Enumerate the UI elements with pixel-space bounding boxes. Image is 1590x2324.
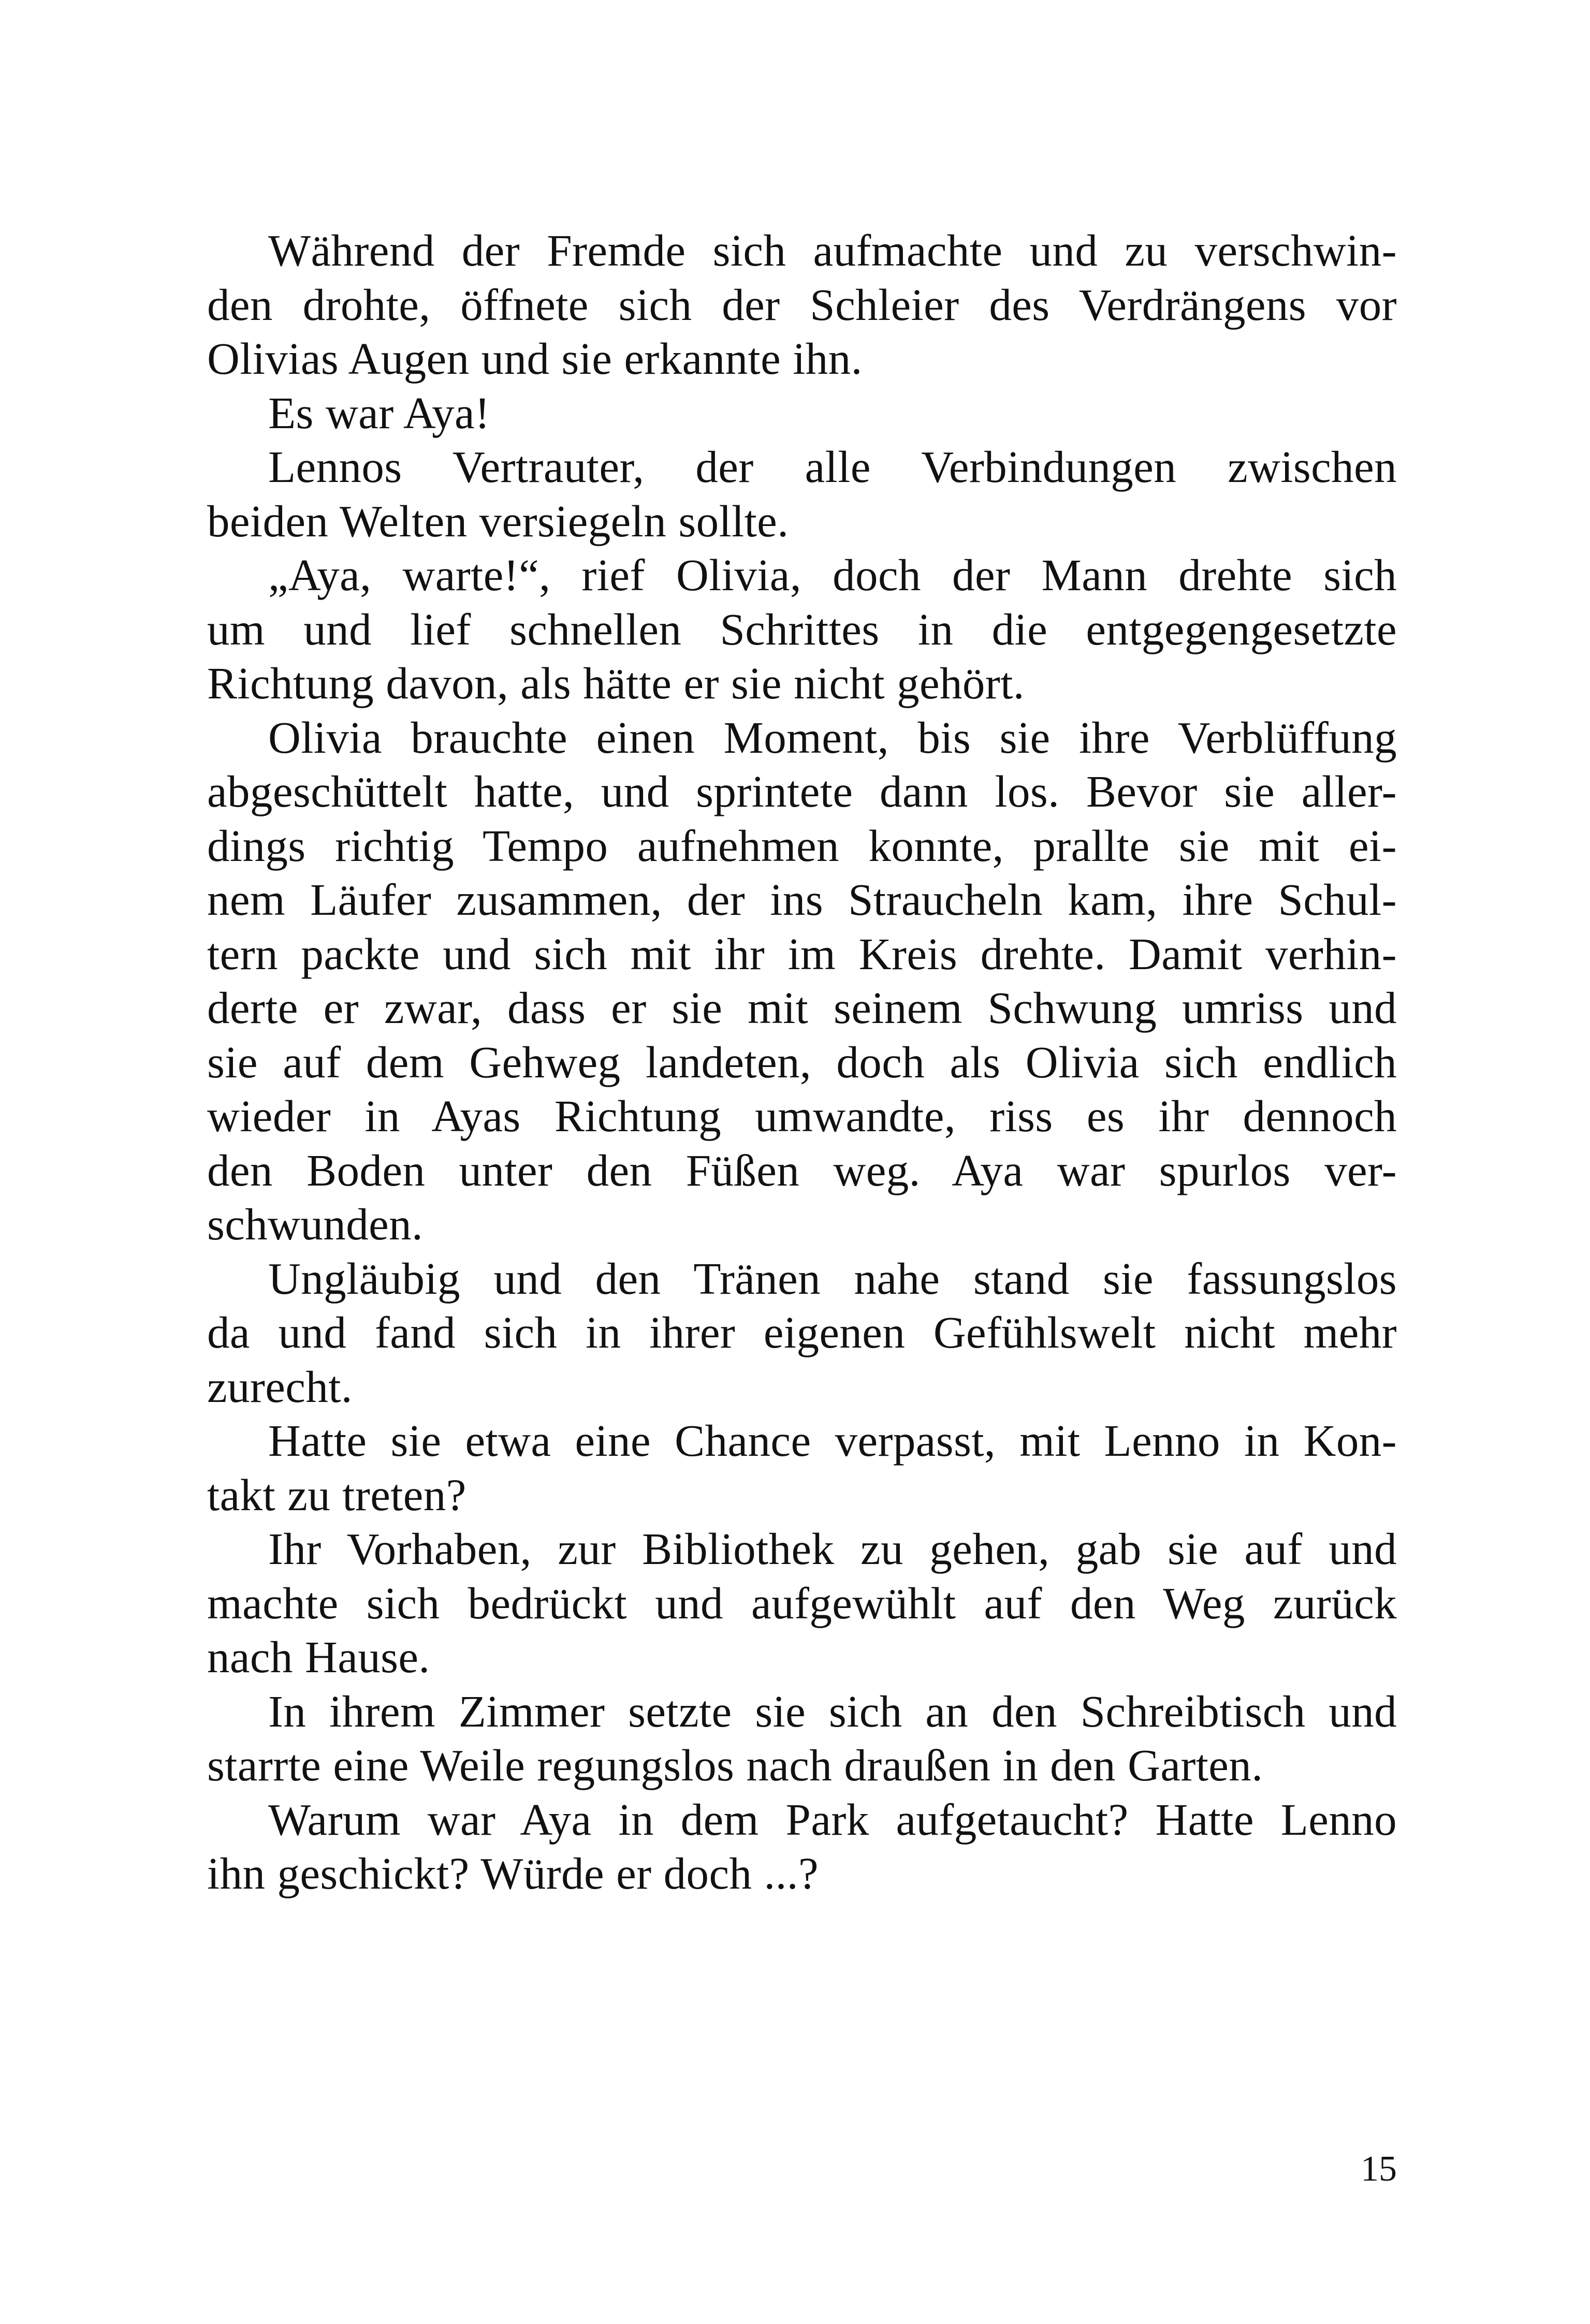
text-line: Während der Fremde sich aufmachte und zu verschwin- xyxy=(268,225,1397,275)
text-line: zurecht. xyxy=(207,1361,353,1412)
text-line: Hatte sie etwa eine Chance verpasst, mit Lenno in Kon- xyxy=(268,1415,1397,1466)
text-line: Warum war Aya in dem Park aufgetaucht? Hatte Lenno xyxy=(268,1794,1397,1845)
text-line: sie auf dem Gehweg landeten, doch als Olivia sich endlich xyxy=(207,1036,1397,1087)
text-line: Olivias Augen und sie erkannte ihn. xyxy=(207,333,863,384)
text-line: Ihr Vorhaben, zur Bibliothek zu gehen, gab sie auf und xyxy=(268,1524,1397,1574)
text-line: nem Läufer zusammen, der ins Straucheln kam, ihre Schul- xyxy=(207,874,1397,925)
text-line: den drohte, öffnete sich der Schleier des Verdrängens vor xyxy=(207,279,1397,330)
text-line: Richtung davon, als hätte er sie nicht gehört. xyxy=(207,658,1025,708)
text-line: starrte eine Weile regungslos nach draußen in den Garten. xyxy=(207,1740,1263,1790)
text-line: Olivia brauchte einen Moment, bis sie ihre Verblüffung xyxy=(268,712,1397,763)
page-number: 15 xyxy=(1361,2149,1397,2189)
text-line: beiden Welten versiegeln sollte. xyxy=(207,495,789,546)
text-line: nach Hause. xyxy=(207,1632,430,1682)
text-line: takt zu treten? xyxy=(207,1469,466,1520)
text-line: schwunden. xyxy=(207,1199,424,1249)
text-line: machte sich bedrückt und aufgewühlt auf den Weg zurück xyxy=(207,1577,1397,1628)
text-line: dings richtig Tempo aufnehmen konnte, prallte sie mit ei- xyxy=(207,820,1397,871)
text-line: da und fand sich in ihrer eigenen Gefühlswelt nicht mehr xyxy=(207,1307,1397,1357)
text-line: Lennos Vertrauter, der alle Verbindungen zwischen xyxy=(268,442,1397,492)
text-line: „Aya, warte!“, rief Olivia, doch der Mann drehte sich xyxy=(268,550,1397,600)
text-line: wieder in Ayas Richtung umwandte, riss es ihr dennoch xyxy=(207,1091,1397,1141)
text-line: abgeschüttelt hatte, und sprintete dann los. Bevor sie aller- xyxy=(207,766,1397,816)
text-line: derte er zwar, dass er sie mit seinem Schwung umriss und xyxy=(207,983,1397,1033)
text-line: Ungläubig und den Tränen nahe stand sie fassungslos xyxy=(268,1253,1397,1304)
text-line: In ihrem Zimmer setzte sie sich an den Schreibtisch und xyxy=(268,1686,1397,1736)
text-line: um und lief schnellen Schrittes in die entgegengesetzte xyxy=(207,604,1397,654)
text-line: tern packte und sich mit ihr im Kreis drehte. Damit verhin- xyxy=(207,928,1397,979)
text-line: ihn geschickt? Würde er doch ...? xyxy=(207,1848,819,1898)
text-line: den Boden unter den Füßen weg. Aya war spurlos ver- xyxy=(207,1145,1397,1195)
body-text xyxy=(207,224,1397,1901)
text-line: Es war Aya! xyxy=(268,387,490,438)
